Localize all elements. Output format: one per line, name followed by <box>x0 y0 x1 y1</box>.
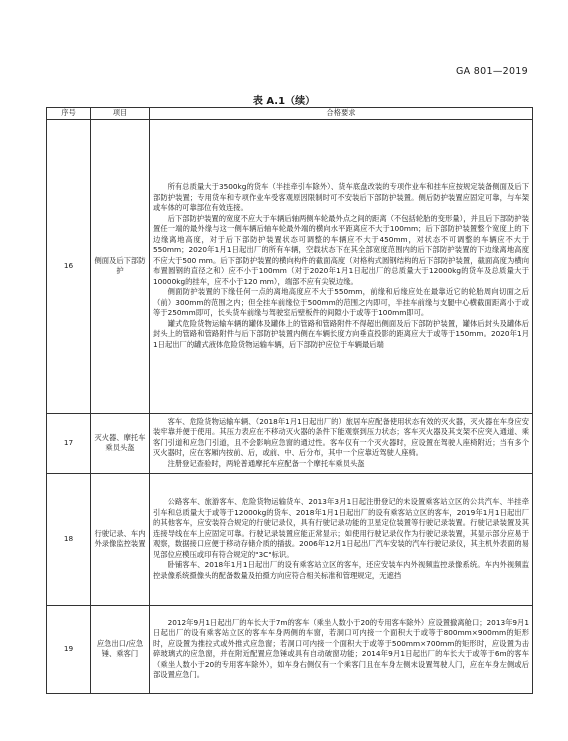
requirements-table <box>46 107 533 694</box>
row-item: 应急出口/应急锤、乘客门 <box>91 605 150 693</box>
row-item: 行驶记录、车内外录像监控装置 <box>91 473 150 605</box>
row-number: 18 <box>47 473 91 605</box>
requirement-paragraph: 卧铺客车、2018年1月1日起出厂的设有乘客站立区的客车，还应安装车内外视频监控录像系统。车内外视频监控录像系统摄像头的配备数量及拍摄方向应符合相关标准和管理规定，无遮挡 <box>153 560 529 580</box>
row-requirement <box>150 413 533 473</box>
column-header-requirement: 合格要求 <box>150 108 533 120</box>
table-row <box>47 413 533 473</box>
table-title: 表 A.1（续） <box>252 96 316 107</box>
requirement-paragraph: 侧面防护装置的下缘任何一点的离地高度应不大于550mm，前缘和后缘应处在最靠近它的轮胎周向切面之后（前）300mm的范围之内；但全挂车前缘位于500mm的范围之内即可，半挂车前缘与支腿中心横截面距离小于或等于250mm即可，长头货车前缘与驾驶室后壁板件的间隙小于或等于100mm即可。 <box>153 287 529 317</box>
column-header-item: 项目 <box>91 108 150 120</box>
column-header-number: 序号 <box>47 108 91 120</box>
requirement-paragraph: 公路客车、旅游客车、危险货物运输货车、2013年3月1日起注册登记的未设置乘客站立区的公共汽车、半挂牵引车和总质量大于或等于12000kg的货车、2018年1月1日起出厂的设有乘客站立区的客车，2019年1月1日起出厂的其他客车，应安装符合规定的行驶记录仪，具有行驶记录功能的卫星定位装置等行驶记录装置。行驶记录装置及其连接导线在车上应固定可靠。行驶记录装置应能正常显示；如使用行驶记录仪作为行驶记录装置，其显示部分应易于观察，数据接口应便于移动存储介质的插拔。2006年12月1日起出厂汽车安装的汽车行驶记录仪，其主机外表面的易见部位应模压或印有符合规定的"3C"标识。 <box>153 497 529 559</box>
row-requirement <box>150 473 533 605</box>
row-item: 侧面及后下部防护 <box>91 119 150 413</box>
standard-code: GA 801—2019 <box>456 66 528 77</box>
requirement-paragraph: 2012年9月1日起出厂的车长大于7m的客车（乘坐人数小于20的专用客车除外）应设置撤离舱口；2013年9月1日起出厂的设有乘客站立区的客车车身两侧的车窗，若洞口可内接一个面积大于或等于800mm×900mm的矩形时，应设置为推拉式或外推式应急窗；若洞口可内接一个面积大于或等于500mm×700mm的矩形时，应设置为击碎玻璃式的应急窗，并在附近配置应急锤或具有自动破窗功能；2014年9月1日起出厂的车长大于或等于6m的客车（乘坐人数小于20的专用客车除外），如车身右侧仅有一个乘客门且在车身左侧未设置驾驶人门，应在车身左侧或后部设置应急门。 <box>153 617 529 679</box>
row-number: 16 <box>47 119 91 413</box>
requirement-paragraph: 后下部防护装置的宽度不应大于车辆后轴两侧车轮最外点之间的距离（不包括轮胎的变形量），并且后下部防护装置任一端的最外缘与这一侧车辆后轴车轮最外端的横向水平距离应不大于100mm；后下部防护装置整个宽度上的下边缘离地高度，对于后下部防护装置状态可调整的车辆应不大于450mm，对状态不可调整的车辆应不大于550mm；2020年1月1日起出厂的所有车辆，空载状态下在其全部宽度范围内的后下部防护装置的下边缘离地高度不应大于500 mm。后下部防护装置的横向构件的截面高度（对格构式圆钢结构的后下部防护装置，截面高度为横向布置圆钢的直径之和）应不小于100mm（对于2020年1月1日起出厂的总质量大于12000kg的货车及总质量大于10000kg的挂车，应不小于120 mm），端部不应有尖锐边缘。 <box>153 213 529 286</box>
row-requirement <box>150 605 533 693</box>
requirement-paragraph: 注册登记查验时，两轮普通摩托车应配备一个摩托车乘员头盔 <box>167 458 365 468</box>
requirement-paragraph: 所有总质量大于3500kg的货车（半挂牵引车除外）、货车底盘改装的专项作业车和挂车应按规定装备侧面及后下部防护装置；专用货车和专项作业车受客观原因限制时可不安装后下部防护装置。侧后防护装置应固定可靠，与车架或车体的可靠部位有效连接。 <box>153 182 529 212</box>
table-header-row <box>47 108 533 120</box>
row-number: 17 <box>47 413 91 473</box>
requirement-paragraph: 客车、危险货物运输车辆、（2018年1月1日起出厂的）旅居车应配备使用状态有效的灭火器，灭火器在车身应安装牢靠并便于使用。其压力表应在不移动灭火器的条件下能观察到压力状态；客车灭火器及其支架不应突入通道、乘客门引道和应急门引道，且不会影响应急窗的通过性。客车仅有一个灭火器时，应设置在驾驶人座椅附近；当有多个灭火器时，应在客厢内按前、后，或前、中、后分布，其中一个应靠近驾驶人座椅。 <box>153 416 529 458</box>
table-row <box>47 119 533 413</box>
row-item: 灭火器、摩托车乘员头盔 <box>91 413 150 473</box>
table-row <box>47 473 533 605</box>
requirement-paragraph: 罐式危险货物运输车辆的罐体及罐体上的管路和管路附件不得超出侧面及后下部防护装置，罐体后封头及罐体后封头上的管路和管路附件与后下部防护装置内侧在车辆长度方向垂直投影的距离应大于或等于150mm。2020年1月1日起出厂的罐式液体危险货物运输车辆，后下部防护应位于车辆最后端 <box>153 318 529 349</box>
row-requirement <box>150 119 533 413</box>
row-number: 19 <box>47 605 91 693</box>
table-row <box>47 605 533 693</box>
